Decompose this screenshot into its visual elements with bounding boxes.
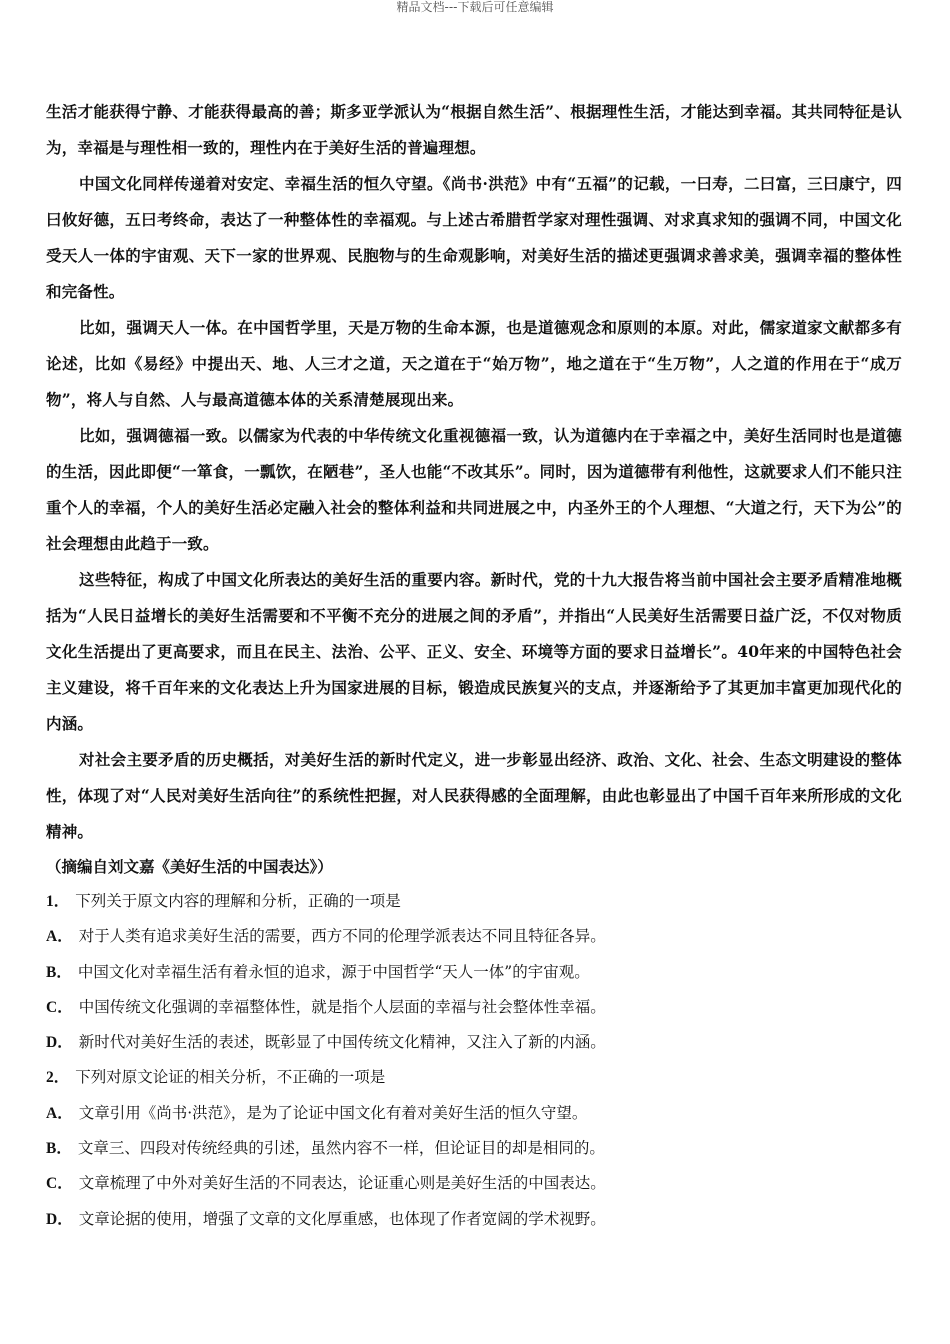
option-text: 新时代对美好生活的表述，既彰显了中国传统文化精神，又注入了新的内涵。: [78, 1033, 606, 1052]
option-letter: A．: [46, 1104, 73, 1122]
option-letter: D．: [46, 1210, 73, 1228]
answer-option-b[interactable]: [46, 955, 902, 990]
answer-option-a[interactable]: [46, 1096, 902, 1131]
article-paragraph: 这些特征，构成了中国文化所表达的美好生活的重要内容。新时代，党的十九大报告将当前中国社会主要矛盾精准地概括为“人民日益增长的美好生活需要和不平衡不充分的进展之间的矛盾”，并指出“人民美好生活需要日益广泛，不仅对物质文化生活提出了更高要求，而且在民主、法治、公平、正义、安全、环境等方面的要求日益增长”。40年来的中国特色社会主义建设，将千百年来的文化表达上升为国家进展的目标，锻造成民族复兴的支点，并逐渐给予了其更加丰富更加现代化的内涵。: [46, 570, 902, 733]
article-citation: （摘编自刘文嘉《美好生活的中国表达》）: [46, 857, 333, 876]
answer-option-d[interactable]: [46, 1202, 902, 1237]
option-text: 文章引用《尚书·洪范》，是为了论证中国文化有着对美好生活的恒久守望。: [78, 1103, 588, 1122]
option-letter: B．: [46, 1140, 72, 1158]
article-paragraph: 比如，强调德福一致。以儒家为代表的中华传统文化重视德福一致，认为道德内在于幸福之中，美好生活同时也是道德的生活，因此即便“一箪食，一瓢饮，在陋巷”，圣人也能“不改其乐”。同时，因为道德带有利他性，这就要求人们不能只注重个人的幸福，个人的美好生活必定融入社会的整体利益和共同进展之中，内圣外王的个人理想、“大道之行，天下为公”的社会理想由此趋于一致。: [46, 426, 902, 553]
answer-option-b[interactable]: [46, 1131, 902, 1166]
article-paragraph: 对社会主要矛盾的历史概括，对美好生活的新时代定义，进一步彰显出经济、政治、文化、社会、生态文明建设的整体性，体现了对“人民对美好生活向往”的系统性把握，对人民获得感的全面理解，由此也彰显出了中国千百年来所形成的文化精神。: [46, 750, 902, 841]
question-number: 1．: [46, 893, 70, 910]
article: [46, 94, 902, 884]
answer-option-d[interactable]: [46, 1025, 902, 1060]
option-text: 文章梳理了中外对美好生活的不同表达，论证重心则是美好生活的中国表达。: [78, 1174, 606, 1193]
option-letter: C．: [46, 1175, 73, 1193]
article-paragraph: 中国文化同样传递着对安定、幸福生活的恒久守望。《尚书·洪范》中有“五福”的记载，一曰寿，二曰富，三曰康宁，四曰攸好德，五曰考终命，表达了一种整体性的幸福观。与上述古希腊哲学家对理性强调、对求真求知的强调不同，中国文化受天人一体的宇宙观、天下一家的世界观、民胞物与的生命观影响，对美好生活的描述更强调求善求美，强调幸福的整体性和完备性。: [46, 174, 902, 301]
option-text: 中国文化对幸福生活有着永恒的追求，源于中国哲学“天人一体”的宇宙观。: [77, 962, 590, 981]
option-text: 对于人类有追求美好生活的需要，西方不同的伦理学派表达不同且特征各异。: [78, 927, 606, 946]
article-paragraph: 生活才能获得宁静、才能获得最高的善；斯多亚学派认为“根据自然生活”、根据理性生活，才能达到幸福。其共同特征是认为，幸福是与理性相一致的，理性内在于美好生活的普遍理想。: [46, 102, 902, 157]
question-text: 下列对原文论证的相关分析，不正确的一项是: [75, 1068, 386, 1087]
option-letter: A．: [46, 928, 73, 946]
option-text: 中国传统文化强调的幸福整体性，就是指个人层面的幸福与社会整体性幸福。: [78, 997, 606, 1016]
option-letter: C．: [46, 998, 73, 1016]
option-letter: D．: [46, 1034, 73, 1052]
question-1: [46, 884, 902, 1060]
article-paragraph: 比如，强调天人一体。在中国哲学里，天是万物的生命本源，也是道德观念和原则的本原。对此，儒家道家文献都多有论述，比如《易经》中提出天、地、人三才之道，天之道在于“始万物”，地之道在于“生万物”，人之道的作用在于“成万物”，将人与自然、人与最高道德本体的关系清楚展现出来。: [46, 318, 902, 409]
answer-option-c[interactable]: [46, 990, 902, 1025]
question-2: [46, 1060, 902, 1236]
answer-option-c[interactable]: [46, 1166, 902, 1201]
page-header: 精品文档---下载后可任意编辑: [396, 0, 554, 14]
question-stem: [46, 1060, 902, 1095]
document-body: [46, 94, 902, 1237]
answer-option-a[interactable]: [46, 919, 902, 954]
option-text: 文章论据的使用，增强了文章的文化厚重感，也体现了作者宽阔的学术视野。: [78, 1209, 606, 1228]
question-text: 下列关于原文内容的理解和分析，正确的一项是: [75, 892, 401, 910]
question-stem: [46, 884, 902, 919]
option-letter: B．: [46, 963, 72, 981]
option-text: 文章三、四段对传统经典的引述，虽然内容不一样，但论证目的却是相同的。: [77, 1139, 605, 1158]
question-number: 2．: [46, 1069, 70, 1087]
